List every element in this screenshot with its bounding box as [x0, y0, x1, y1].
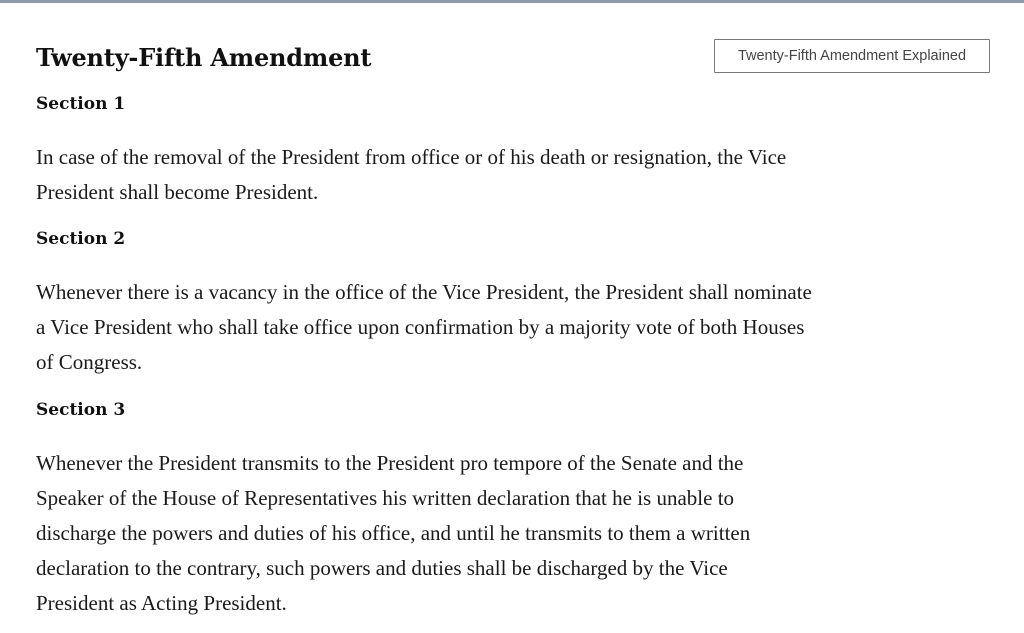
section-heading: Section 1	[36, 94, 126, 114]
section-text	[36, 275, 998, 380]
section-text	[36, 140, 998, 210]
section-heading: Section 2	[36, 229, 126, 249]
section-heading: Section 3	[36, 400, 126, 420]
text-line: In case of the removal of the President from office or of his death or resignation, the Vice	[36, 145, 787, 169]
text-line: of Congress.	[36, 350, 143, 374]
section-text	[36, 446, 998, 621]
text-line: President shall become President.	[36, 180, 319, 204]
text-line: Speaker of the House of Representatives his written declaration that he is unable to	[36, 486, 735, 510]
text-line: President as Acting President.	[36, 591, 287, 615]
amendment-explained-button[interactable]: Twenty-Fifth Amendment Explained	[714, 39, 990, 73]
text-line: discharge the powers and duties of his office, and until he transmits to them a written	[36, 521, 751, 545]
text-line: Whenever the President transmits to the President pro tempore of the Senate and the	[36, 451, 744, 475]
page-title: Twenty-Fifth Amendment	[36, 43, 372, 72]
text-line: Whenever there is a vacancy in the office of the Vice President, the President shall nominate	[36, 280, 812, 304]
text-line: declaration to the contrary, such powers and duties shall be discharged by the Vice	[36, 556, 728, 580]
text-line: a Vice President who shall take office upon confirmation by a majority vote of both Houses	[36, 315, 805, 339]
